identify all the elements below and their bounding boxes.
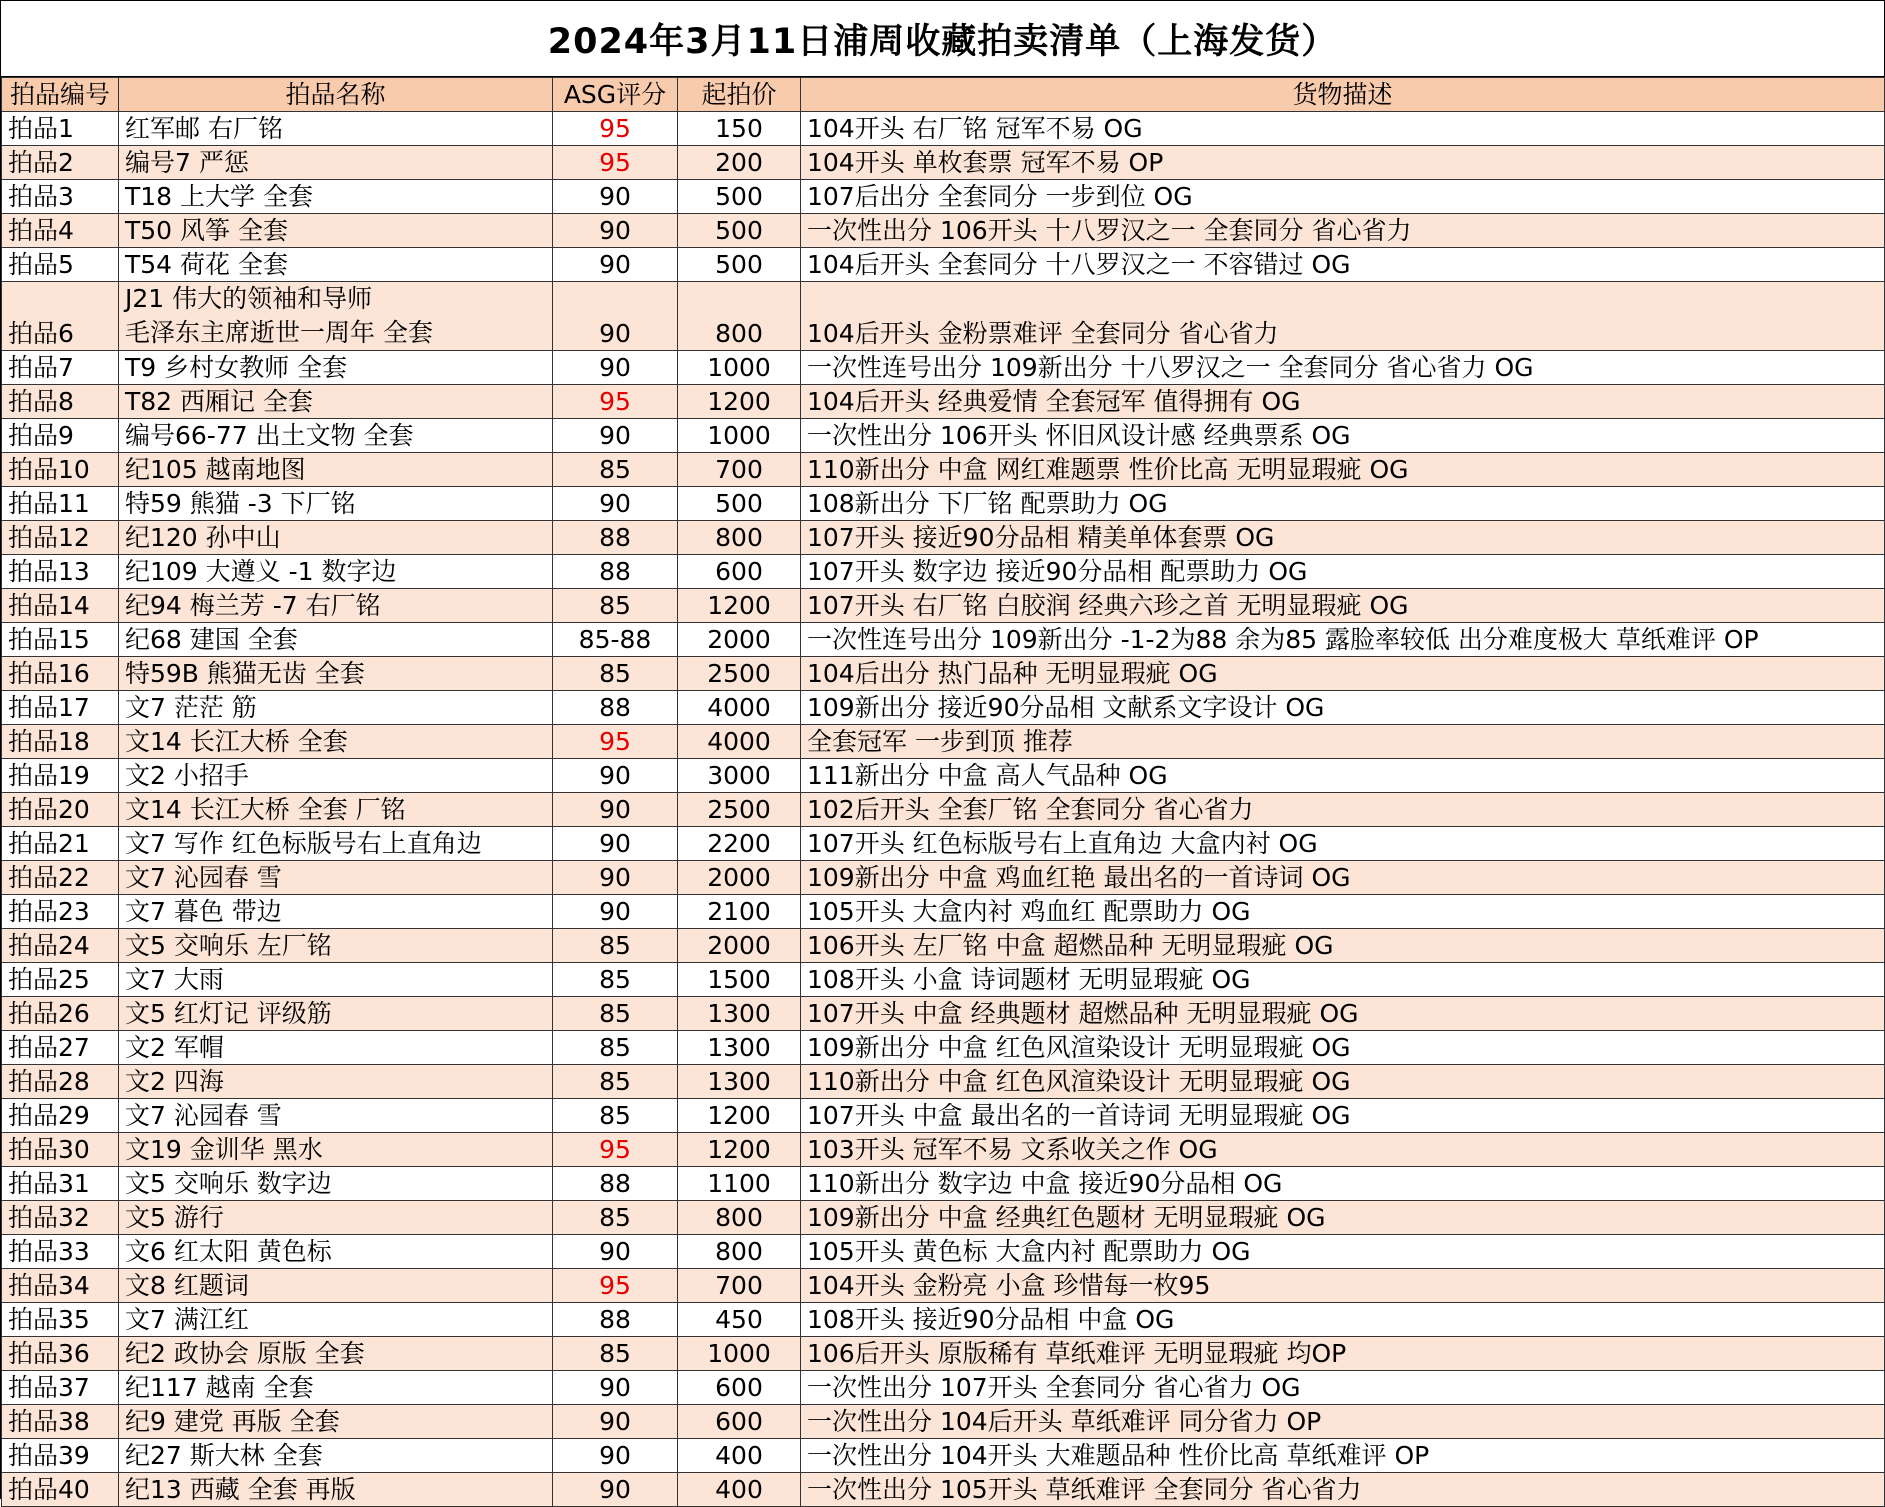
description-cell: 104后开头 金粉票难评 全套同分 省心省力 (801, 282, 1885, 351)
description-cell: 110新出分 中盒 红色风渲染设计 无明显瑕疵 OG (801, 1065, 1885, 1099)
lot-id-cell: 拍品13 (2, 555, 119, 589)
table-row (2, 1133, 1885, 1167)
lot-name-cell: 红军邮 右厂铭 (119, 112, 553, 146)
lot-name-cell: 纪109 大遵义 -1 数字边 (119, 555, 553, 589)
start-price-cell: 500 (678, 214, 801, 248)
table-row (2, 180, 1885, 214)
start-price-cell: 400 (678, 1473, 801, 1507)
table-row (2, 1031, 1885, 1065)
start-price-cell: 800 (678, 1201, 801, 1235)
description-cell: 107开头 中盒 经典题材 超燃品种 无明显瑕疵 OG (801, 997, 1885, 1031)
asg-score-cell: 90 (553, 1405, 678, 1439)
lot-name-cell: 文7 写作 红色标版号右上直角边 (119, 827, 553, 861)
lot-id-cell: 拍品8 (2, 385, 119, 419)
asg-score-cell: 90 (553, 351, 678, 385)
lot-id-cell: 拍品20 (2, 793, 119, 827)
start-price-cell: 2500 (678, 657, 801, 691)
table-row (2, 1167, 1885, 1201)
table-row (2, 861, 1885, 895)
lot-name-cell: 文7 满江红 (119, 1303, 553, 1337)
table-row (2, 1065, 1885, 1099)
table-row (2, 419, 1885, 453)
lot-id-cell: 拍品2 (2, 146, 119, 180)
lot-id-cell: 拍品10 (2, 453, 119, 487)
description-cell: 107开头 数字边 接近90分品相 配票助力 OG (801, 555, 1885, 589)
description-cell: 109新出分 中盒 红色风渲染设计 无明显瑕疵 OG (801, 1031, 1885, 1065)
table-row (2, 1099, 1885, 1133)
start-price-cell: 500 (678, 180, 801, 214)
description-cell: 104后开头 全套同分 十八罗汉之一 不容错过 OG (801, 248, 1885, 282)
asg-score-cell: 90 (553, 759, 678, 793)
lot-name-cell: 文7 暮色 带边 (119, 895, 553, 929)
lot-name-cell: 纪68 建国 全套 (119, 623, 553, 657)
asg-score-cell: 95 (553, 385, 678, 419)
lot-name-cell: 纪13 西藏 全套 再版 (119, 1473, 553, 1507)
asg-score-cell: 85 (553, 453, 678, 487)
lot-name-cell: 文7 大雨 (119, 963, 553, 997)
lot-name-cell (119, 282, 553, 351)
lot-name-cell: 纪105 越南地图 (119, 453, 553, 487)
lot-name-cell: 纪9 建党 再版 全套 (119, 1405, 553, 1439)
lot-id-cell: 拍品9 (2, 419, 119, 453)
start-price-cell: 1000 (678, 1337, 801, 1371)
lot-id-cell: 拍品38 (2, 1405, 119, 1439)
start-price-cell: 800 (678, 282, 801, 351)
start-price-cell: 500 (678, 487, 801, 521)
table-row (2, 827, 1885, 861)
table-row (2, 487, 1885, 521)
start-price-cell: 1000 (678, 351, 801, 385)
lot-name-cell: 文2 军帽 (119, 1031, 553, 1065)
start-price-cell: 500 (678, 248, 801, 282)
table-row (2, 963, 1885, 997)
description-cell: 104开头 单枚套票 冠军不易 OP (801, 146, 1885, 180)
table-row (2, 1473, 1885, 1507)
description-cell: 一次性出分 104后开头 草纸难评 同分省力 OP (801, 1405, 1885, 1439)
asg-score-cell: 85 (553, 1337, 678, 1371)
asg-score-cell: 90 (553, 282, 678, 351)
table-row (2, 1269, 1885, 1303)
start-price-cell: 2000 (678, 623, 801, 657)
asg-score-cell: 90 (553, 214, 678, 248)
lot-name-cell: 文5 交响乐 数字边 (119, 1167, 553, 1201)
header-start-price: 起拍价 (678, 78, 801, 112)
table-row (2, 385, 1885, 419)
table-row (2, 1337, 1885, 1371)
start-price-cell: 1200 (678, 1099, 801, 1133)
asg-score-cell: 88 (553, 691, 678, 725)
asg-score-cell: 90 (553, 180, 678, 214)
description-cell: 104开头 右厂铭 冠军不易 OG (801, 112, 1885, 146)
lot-name-line: J21 伟大的领袖和导师 (125, 284, 373, 313)
start-price-cell: 800 (678, 1235, 801, 1269)
table-body (2, 112, 1885, 1507)
table-row (2, 555, 1885, 589)
start-price-cell: 1300 (678, 1031, 801, 1065)
lot-name-cell: 纪94 梅兰芳 -7 右厂铭 (119, 589, 553, 623)
lot-name-cell: 编号66-77 出土文物 全套 (119, 419, 553, 453)
description-cell: 全套冠军 一步到顶 推荐 (801, 725, 1885, 759)
description-cell: 一次性出分 105开头 草纸难评 全套同分 省心省力 (801, 1473, 1885, 1507)
start-price-cell: 700 (678, 1269, 801, 1303)
table-row (2, 351, 1885, 385)
asg-score-cell: 90 (553, 487, 678, 521)
description-cell: 一次性出分 104开头 大难题品种 性价比高 草纸难评 OP (801, 1439, 1885, 1473)
lot-id-cell: 拍品21 (2, 827, 119, 861)
asg-score-cell: 90 (553, 827, 678, 861)
table-row (2, 929, 1885, 963)
start-price-cell: 700 (678, 453, 801, 487)
lot-id-cell: 拍品33 (2, 1235, 119, 1269)
lot-name-cell: 特59B 熊猫无齿 全套 (119, 657, 553, 691)
table-row (2, 895, 1885, 929)
lot-id-cell: 拍品11 (2, 487, 119, 521)
asg-score-cell: 85 (553, 1065, 678, 1099)
lot-name-line: 毛泽东主席逝世一周年 全套 (125, 318, 433, 347)
description-cell: 104后出分 热门品种 无明显瑕疵 OG (801, 657, 1885, 691)
lot-id-cell: 拍品39 (2, 1439, 119, 1473)
start-price-cell: 1500 (678, 963, 801, 997)
asg-score-cell: 90 (553, 1235, 678, 1269)
description-cell: 106后开头 原版稀有 草纸难评 无明显瑕疵 均OP (801, 1337, 1885, 1371)
description-cell: 110新出分 中盒 网红难题票 性价比高 无明显瑕疵 OG (801, 453, 1885, 487)
table-row (2, 997, 1885, 1031)
lot-id-cell: 拍品30 (2, 1133, 119, 1167)
start-price-cell: 4000 (678, 691, 801, 725)
asg-score-cell: 90 (553, 861, 678, 895)
lot-id-cell: 拍品25 (2, 963, 119, 997)
asg-score-cell: 95 (553, 112, 678, 146)
lot-name-cell: 文6 红太阳 黄色标 (119, 1235, 553, 1269)
description-cell: 107开头 右厂铭 白胶润 经典六珍之首 无明显瑕疵 OG (801, 589, 1885, 623)
asg-score-cell: 85 (553, 589, 678, 623)
lot-id-cell: 拍品3 (2, 180, 119, 214)
lot-id-cell: 拍品37 (2, 1371, 119, 1405)
lot-name-cell: T9 乡村女教师 全套 (119, 351, 553, 385)
description-cell: 108开头 小盒 诗词题材 无明显瑕疵 OG (801, 963, 1885, 997)
table-row (2, 589, 1885, 623)
start-price-cell: 3000 (678, 759, 801, 793)
asg-score-cell: 85 (553, 997, 678, 1031)
table-row (2, 691, 1885, 725)
table-row (2, 657, 1885, 691)
asg-score-cell: 85 (553, 1201, 678, 1235)
table-row (2, 214, 1885, 248)
start-price-cell: 2100 (678, 895, 801, 929)
table-row (2, 1303, 1885, 1337)
start-price-cell: 1300 (678, 1065, 801, 1099)
description-cell: 一次性连号出分 109新出分 十八罗汉之一 全套同分 省心省力 OG (801, 351, 1885, 385)
table-row (2, 282, 1885, 351)
lot-id-cell: 拍品12 (2, 521, 119, 555)
asg-score-cell: 85 (553, 1031, 678, 1065)
asg-score-cell: 88 (553, 555, 678, 589)
lot-name-cell: 文14 长江大桥 全套 厂铭 (119, 793, 553, 827)
asg-score-cell: 95 (553, 725, 678, 759)
table-row (2, 623, 1885, 657)
lot-id-cell: 拍品6 (2, 282, 119, 351)
lot-name-cell: 文19 金训华 黑水 (119, 1133, 553, 1167)
description-cell: 107开头 中盒 最出名的一首诗词 无明显瑕疵 OG (801, 1099, 1885, 1133)
table-row (2, 521, 1885, 555)
lot-name-cell: T18 上大学 全套 (119, 180, 553, 214)
description-cell: 103开头 冠军不易 文系收关之作 OG (801, 1133, 1885, 1167)
description-cell: 102后开头 全套厂铭 全套同分 省心省力 (801, 793, 1885, 827)
table-row (2, 1439, 1885, 1473)
lot-name-cell: 纪117 越南 全套 (119, 1371, 553, 1405)
start-price-cell: 2000 (678, 929, 801, 963)
asg-score-cell: 85-88 (553, 623, 678, 657)
asg-score-cell: 85 (553, 929, 678, 963)
auction-table (1, 77, 1885, 1507)
lot-name-cell: 文2 四海 (119, 1065, 553, 1099)
asg-score-cell: 95 (553, 1133, 678, 1167)
lot-id-cell: 拍品32 (2, 1201, 119, 1235)
start-price-cell: 4000 (678, 725, 801, 759)
table-row (2, 453, 1885, 487)
description-cell: 一次性出分 106开头 十八罗汉之一 全套同分 省心省力 (801, 214, 1885, 248)
lot-id-cell: 拍品23 (2, 895, 119, 929)
start-price-cell: 1200 (678, 1133, 801, 1167)
asg-score-cell: 88 (553, 1303, 678, 1337)
description-cell: 111新出分 中盒 高人气品种 OG (801, 759, 1885, 793)
lot-name-cell: 纪120 孙中山 (119, 521, 553, 555)
start-price-cell: 1300 (678, 997, 801, 1031)
lot-name-cell: 文7 沁园春 雪 (119, 861, 553, 895)
lot-id-cell: 拍品17 (2, 691, 119, 725)
description-cell: 一次性连号出分 109新出分 -1-2为88 余为85 露脸率较低 出分难度极大 草纸难评 OP (801, 623, 1885, 657)
description-cell: 107开头 接近90分品相 精美单体套票 OG (801, 521, 1885, 555)
description-cell: 一次性出分 106开头 怀旧风设计感 经典票系 OG (801, 419, 1885, 453)
asg-score-cell: 90 (553, 895, 678, 929)
lot-id-cell: 拍品40 (2, 1473, 119, 1507)
lot-id-cell: 拍品5 (2, 248, 119, 282)
lot-name-cell: 文2 小招手 (119, 759, 553, 793)
lot-id-cell: 拍品35 (2, 1303, 119, 1337)
lot-id-cell: 拍品14 (2, 589, 119, 623)
table-row (2, 725, 1885, 759)
lot-name-cell: 文5 交响乐 左厂铭 (119, 929, 553, 963)
description-cell: 104后开头 经典爱情 全套冠军 值得拥有 OG (801, 385, 1885, 419)
asg-score-cell: 85 (553, 1099, 678, 1133)
description-cell: 109新出分 中盒 鸡血红艳 最出名的一首诗词 OG (801, 861, 1885, 895)
description-cell: 107后出分 全套同分 一步到位 OG (801, 180, 1885, 214)
lot-id-cell: 拍品22 (2, 861, 119, 895)
start-price-cell: 1000 (678, 419, 801, 453)
lot-id-cell: 拍品26 (2, 997, 119, 1031)
asg-score-cell: 90 (553, 1473, 678, 1507)
asg-score-cell: 90 (553, 1439, 678, 1473)
start-price-cell: 1200 (678, 589, 801, 623)
start-price-cell: 600 (678, 555, 801, 589)
start-price-cell: 200 (678, 146, 801, 180)
table-row (2, 146, 1885, 180)
header-lot-name: 拍品名称 (119, 78, 553, 112)
lot-name-cell: 纪27 斯大林 全套 (119, 1439, 553, 1473)
description-cell: 108新出分 下厂铭 配票助力 OG (801, 487, 1885, 521)
lot-id-cell: 拍品24 (2, 929, 119, 963)
start-price-cell: 2200 (678, 827, 801, 861)
lot-id-cell: 拍品36 (2, 1337, 119, 1371)
asg-score-cell: 88 (553, 521, 678, 555)
description-cell: 108开头 接近90分品相 中盒 OG (801, 1303, 1885, 1337)
description-cell: 110新出分 数字边 中盒 接近90分品相 OG (801, 1167, 1885, 1201)
description-cell: 105开头 黄色标 大盒内衬 配票助力 OG (801, 1235, 1885, 1269)
asg-score-cell: 90 (553, 793, 678, 827)
description-cell: 104开头 金粉亮 小盒 珍惜每一枚95 (801, 1269, 1885, 1303)
lot-name-cell: 文5 游行 (119, 1201, 553, 1235)
header-asg-score: ASG评分 (553, 78, 678, 112)
asg-score-cell: 90 (553, 1371, 678, 1405)
start-price-cell: 800 (678, 521, 801, 555)
table-row (2, 793, 1885, 827)
start-price-cell: 450 (678, 1303, 801, 1337)
asg-score-cell: 95 (553, 146, 678, 180)
lot-id-cell: 拍品7 (2, 351, 119, 385)
table-row (2, 759, 1885, 793)
table-row (2, 1201, 1885, 1235)
start-price-cell: 400 (678, 1439, 801, 1473)
lot-id-cell: 拍品15 (2, 623, 119, 657)
start-price-cell: 2000 (678, 861, 801, 895)
lot-name-cell: 文5 红灯记 评级筋 (119, 997, 553, 1031)
asg-score-cell: 85 (553, 963, 678, 997)
lot-name-cell: T82 西厢记 全套 (119, 385, 553, 419)
asg-score-cell: 88 (553, 1167, 678, 1201)
lot-name-cell: 文8 红题词 (119, 1269, 553, 1303)
start-price-cell: 2500 (678, 793, 801, 827)
start-price-cell: 600 (678, 1405, 801, 1439)
lot-name-cell: 文14 长江大桥 全套 (119, 725, 553, 759)
asg-score-cell: 85 (553, 657, 678, 691)
lot-name-cell: 特59 熊猫 -3 下厂铭 (119, 487, 553, 521)
lot-id-cell: 拍品31 (2, 1167, 119, 1201)
asg-score-cell: 90 (553, 248, 678, 282)
description-cell: 一次性出分 107开头 全套同分 省心省力 OG (801, 1371, 1885, 1405)
lot-id-cell: 拍品16 (2, 657, 119, 691)
lot-id-cell: 拍品4 (2, 214, 119, 248)
header-row (2, 78, 1885, 112)
description-cell: 109新出分 接近90分品相 文献系文字设计 OG (801, 691, 1885, 725)
description-cell: 109新出分 中盒 经典红色题材 无明显瑕疵 OG (801, 1201, 1885, 1235)
table-row (2, 248, 1885, 282)
description-cell: 107开头 红色标版号右上直角边 大盒内衬 OG (801, 827, 1885, 861)
table-row (2, 1405, 1885, 1439)
table-row (2, 1235, 1885, 1269)
lot-id-cell: 拍品1 (2, 112, 119, 146)
lot-name-cell: T54 荷花 全套 (119, 248, 553, 282)
lot-name-cell: 纪2 政协会 原版 全套 (119, 1337, 553, 1371)
lot-id-cell: 拍品29 (2, 1099, 119, 1133)
lot-name-cell: 编号7 严惩 (119, 146, 553, 180)
start-price-cell: 600 (678, 1371, 801, 1405)
lot-name-cell: 文7 沁园春 雪 (119, 1099, 553, 1133)
table-row (2, 112, 1885, 146)
start-price-cell: 1200 (678, 385, 801, 419)
lot-id-cell: 拍品27 (2, 1031, 119, 1065)
lot-id-cell: 拍品28 (2, 1065, 119, 1099)
lot-id-cell: 拍品18 (2, 725, 119, 759)
asg-score-cell: 90 (553, 419, 678, 453)
table-row (2, 1371, 1885, 1405)
lot-id-cell: 拍品19 (2, 759, 119, 793)
header-lot-id: 拍品编号 (2, 78, 119, 112)
start-price-cell: 150 (678, 112, 801, 146)
sheet-title: 2024年3月11日浦周收藏拍卖清单（上海发货） (1, 1, 1884, 77)
asg-score-cell: 95 (553, 1269, 678, 1303)
start-price-cell: 1100 (678, 1167, 801, 1201)
lot-id-cell: 拍品34 (2, 1269, 119, 1303)
lot-name-cell: T50 风筝 全套 (119, 214, 553, 248)
description-cell: 105开头 大盒内衬 鸡血红 配票助力 OG (801, 895, 1885, 929)
description-cell: 106开头 左厂铭 中盒 超燃品种 无明显瑕疵 OG (801, 929, 1885, 963)
header-description: 货物描述 (801, 78, 1885, 112)
lot-name-cell: 文7 茫茫 筋 (119, 691, 553, 725)
